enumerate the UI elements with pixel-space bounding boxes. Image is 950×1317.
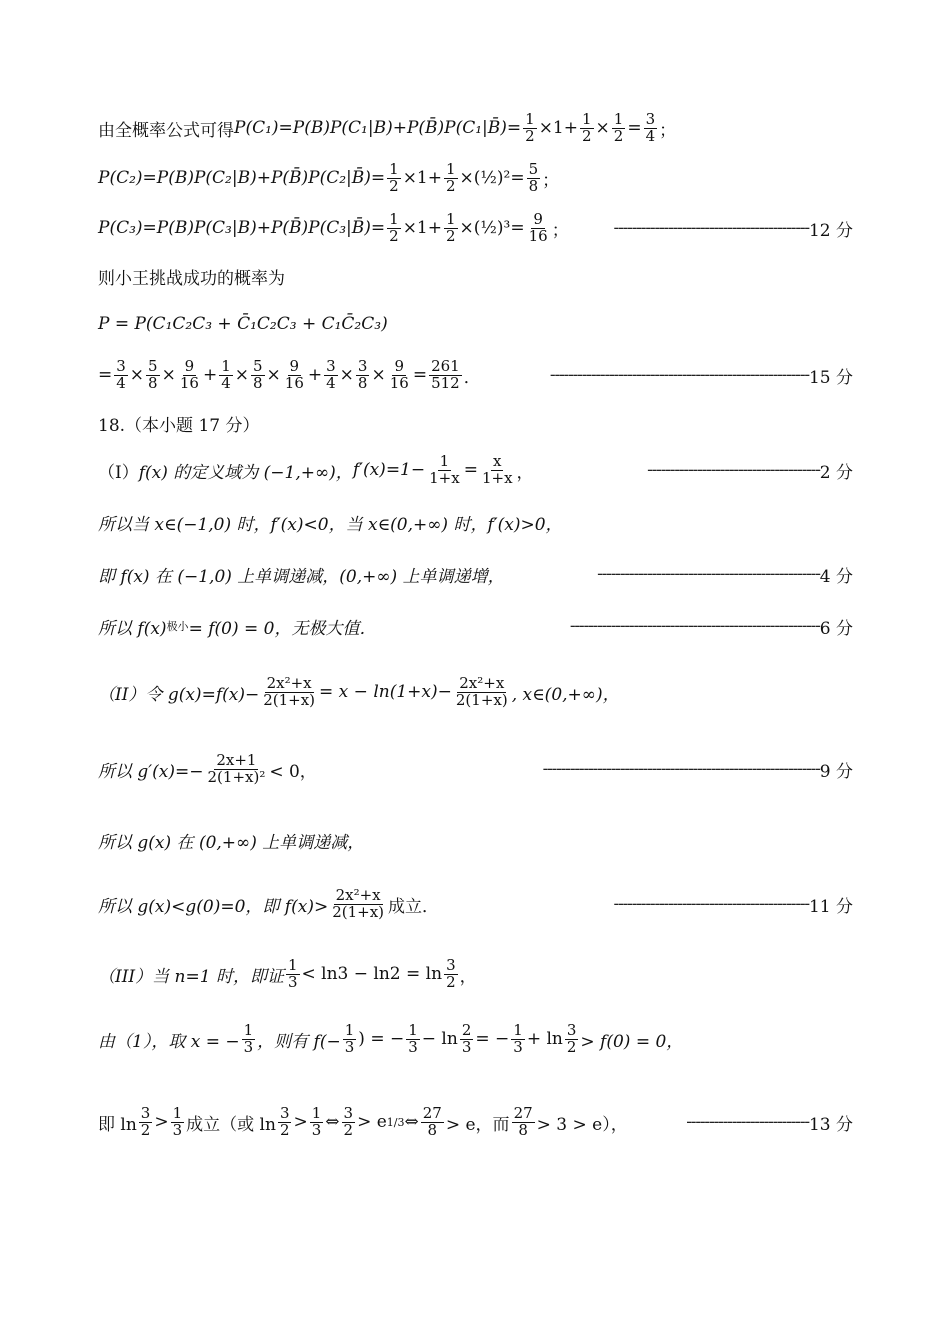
score: 13 分 (808, 1114, 853, 1135)
op: = (98, 365, 113, 385)
math: P(C₃)=P(B)P(C₃|B)+P(B̄)P(C₃|B̄)= (98, 218, 386, 238)
fraction: $\frac{1}{3}$ (243, 1020, 254, 1056)
punct: ； (542, 170, 560, 191)
fraction: $\frac{2}{3}$ (461, 1020, 472, 1056)
op: = (510, 168, 525, 188)
fraction: $\frac{1}{2}$ (446, 209, 456, 245)
op: = (510, 218, 525, 238)
fraction: $\frac{1}{2}$ (389, 209, 399, 245)
op: ×1+ (402, 168, 442, 188)
op: × (459, 218, 474, 238)
line-14: 所以 g(x) 在 (0,+∞) 上单调递减， (98, 832, 365, 853)
op: ×1+ (538, 118, 578, 138)
fraction: $\frac{3}{2}$ (140, 1103, 151, 1139)
punct: ． (463, 367, 481, 388)
op: × (459, 168, 474, 188)
punct: ； (551, 220, 569, 241)
fraction: $\frac{9}{16}$ (389, 356, 409, 392)
fraction: $\frac{9}{16}$ (284, 356, 304, 392)
op: ×1+ (402, 218, 442, 238)
fraction: $\frac{3}{4}$ (326, 356, 336, 392)
fraction: $\frac{9}{16}$ (179, 356, 199, 392)
problem-heading: 18.（本小题 17 分） (98, 415, 260, 436)
fraction: $\frac{3}{2}$ (279, 1103, 290, 1139)
fraction: $\frac{3}{2}$ (343, 1103, 354, 1139)
line-7-heading (0, 410, 950, 436)
fraction: $\frac{3}{4}$ (116, 356, 126, 392)
fraction: $\frac{3}{8}$ (357, 356, 368, 392)
fraction: $\frac{3}{2}$ (446, 955, 456, 991)
line-15: 所以 g(x)<g(0)=0，即 f(x)> $\frac{\text{2x²+x}}{2(1+x)}$ 成立． ------------------------------------------- 11 分 (98, 885, 853, 921)
fraction: $\frac{5}{8}$ (528, 159, 539, 195)
score: 12 分 (808, 220, 853, 241)
fraction: $\frac{1}{4}$ (221, 356, 231, 392)
line-4 (0, 262, 950, 290)
line-9: 所以当 x∈(−1,0) 时，f′(x)<0，当 x∈(0,+∞) 时，f′(x)>0， (98, 514, 563, 535)
fraction: $\frac{\text{2x²+x}}{2(1+x)}$ (332, 885, 385, 921)
line-3: P(C₃)=P(B)P(C₃|B)+P(B̄)P(C₃|B̄)= $\frac{1}{2}$ ×1+ $\frac{1}{2}$ × (½)³ = $\frac{9}{16}$ ； ------------------------------------------- 12 分 (98, 209, 853, 245)
score: 15 分 (808, 367, 853, 388)
fraction: $\frac{1}{1+x}$ (429, 451, 460, 487)
line-17: 由（1），取 x = − $\frac{1}{3}$ ，则有 f(− $\frac{1}{3}$ ) = − $\frac{1}{3}$ − ln $\frac{2}{3}$ = − $\frac{1}{3}$ + ln $\frac{3}{2}$ > f(0) = 0， (98, 1020, 684, 1056)
math: P(C₂)=P(B)P(C₂|B)+P(B̄)P(C₂|B̄)= (98, 168, 386, 188)
fraction: $\frac{2x+1}{\text{2(1+x)²}}$ (207, 750, 266, 786)
score: 6 分 (819, 618, 853, 639)
line-1 (0, 108, 950, 148)
line-8: （I） f(x) 的定义域为 (−1,+∞)， f′(x)=1− $\frac{1}{1+x}$ = $\frac{x}{1+x}$ ， -------------------------------------- 2 分 (98, 451, 853, 487)
power: (½)³ (473, 218, 511, 238)
fraction: $\frac{\text{2x²+x}}{2(1+x)}$ (263, 673, 316, 709)
line-16: （III）当 n=1 时，即证 $\frac{1}{3}$ < ln3 − ln2 = ln $\frac{3}{2}$ ， (98, 955, 477, 991)
math: P = P(C₁C₂C₃ + C̄₁C₂C₃ + C₁C̄₂C₃) (98, 314, 388, 334)
line-5 (0, 310, 950, 338)
fraction: $\frac{3}{4}$ (645, 109, 656, 145)
line-18: 即 ln $\frac{3}{2}$ > $\frac{1}{3}$ 成立（或 ln $\frac{3}{2}$ > $\frac{1}{3}$ ⇔ $\frac{3}{2}$ > e 1/3 ⇔ $\frac{27}{8}$ > e，而 $\frac{27}{8}$ > 3 > e）， --------------------------- 13 分 (98, 1103, 853, 1139)
fraction: $\frac{1}{3}$ (513, 1020, 523, 1056)
fraction: $\frac{1}{3}$ (408, 1020, 418, 1056)
fraction: $\frac{1}{2}$ (582, 109, 592, 145)
line-12: （II）令 g(x)=f(x)− $\frac{\text{2x²+x}}{2(1+x)}$ = x − ln(1+x)− $\frac{\text{2x²+x}}{2(1+x)}$ , x∈(0,+∞)， (98, 673, 620, 709)
fraction: $\frac{1}{2}$ (389, 159, 399, 195)
power: (½)² (473, 168, 511, 188)
score: 11 分 (808, 896, 853, 917)
fraction: $\frac{5}{8}$ (252, 356, 263, 392)
fraction: $\frac{1}{3}$ (344, 1020, 355, 1056)
line-2 (0, 158, 950, 198)
line-10: 即 f(x) 在 (−1,0) 上单调递减，(0,+∞) 上单调递增， ------------------------------------------------- 4 分 (0, 560, 950, 588)
fraction: $\frac{1}{2}$ (613, 109, 624, 145)
fraction: $\frac{\text{2x²+x}}{2(1+x)}$ (455, 673, 508, 709)
fraction: $\frac{3}{2}$ (566, 1020, 577, 1056)
op: = (627, 118, 642, 138)
fraction: $\frac{1}{3}$ (311, 1103, 322, 1139)
punct: ； (659, 120, 677, 141)
fraction: $\frac{5}{8}$ (148, 356, 158, 392)
fraction: $\frac{9}{16}$ (528, 209, 548, 245)
score: 9 分 (819, 761, 853, 782)
math: P(C₁)=P(B)P(C₁|B)+P(B̄)P(C₁|B̄)= (234, 118, 522, 138)
line-6: = $\frac{3}{4}$ × $\frac{5}{8}$ × $\frac{9}{16}$ + $\frac{1}{4}$ × $\frac{5}{8}$ × $\frac{9}{16}$ + $\frac{3}{4}$ × $\frac{3}{8}$ × $\frac{9}{16}$ = $\frac{261}{512}$ ． --------------------------------------------------------- 15 分 (98, 356, 853, 392)
fraction: $\frac{27}{8}$ (513, 1103, 533, 1139)
fraction: $\frac{x}{1+x}$ (481, 451, 513, 487)
fraction: $\frac{1}{2}$ (446, 159, 456, 195)
text: 由全概率公式可得 (98, 120, 234, 141)
line-13: 所以 g′(x)=− $\frac{2x+1}{\text{2(1+x)²}}$ < 0， ------------------------------------------------------------- 9 分 (98, 750, 853, 786)
fraction: $\frac{1}{2}$ (525, 109, 535, 145)
text: 则小王挑战成功的概率为 (98, 268, 285, 289)
line-11: 所以 f(x) 极小 = f(0) = 0，无极大值． ------------------------------------------------------- 6 分 (0, 612, 950, 640)
fraction: $\frac{1}{3}$ (287, 955, 298, 991)
op: × (595, 118, 610, 138)
fraction: $\frac{1}{3}$ (172, 1103, 183, 1139)
fraction: $\frac{27}{8}$ (422, 1103, 442, 1139)
score: 2 分 (819, 462, 853, 483)
fraction: $\frac{261}{512}$ (431, 356, 460, 392)
score: 4 分 (819, 566, 853, 587)
